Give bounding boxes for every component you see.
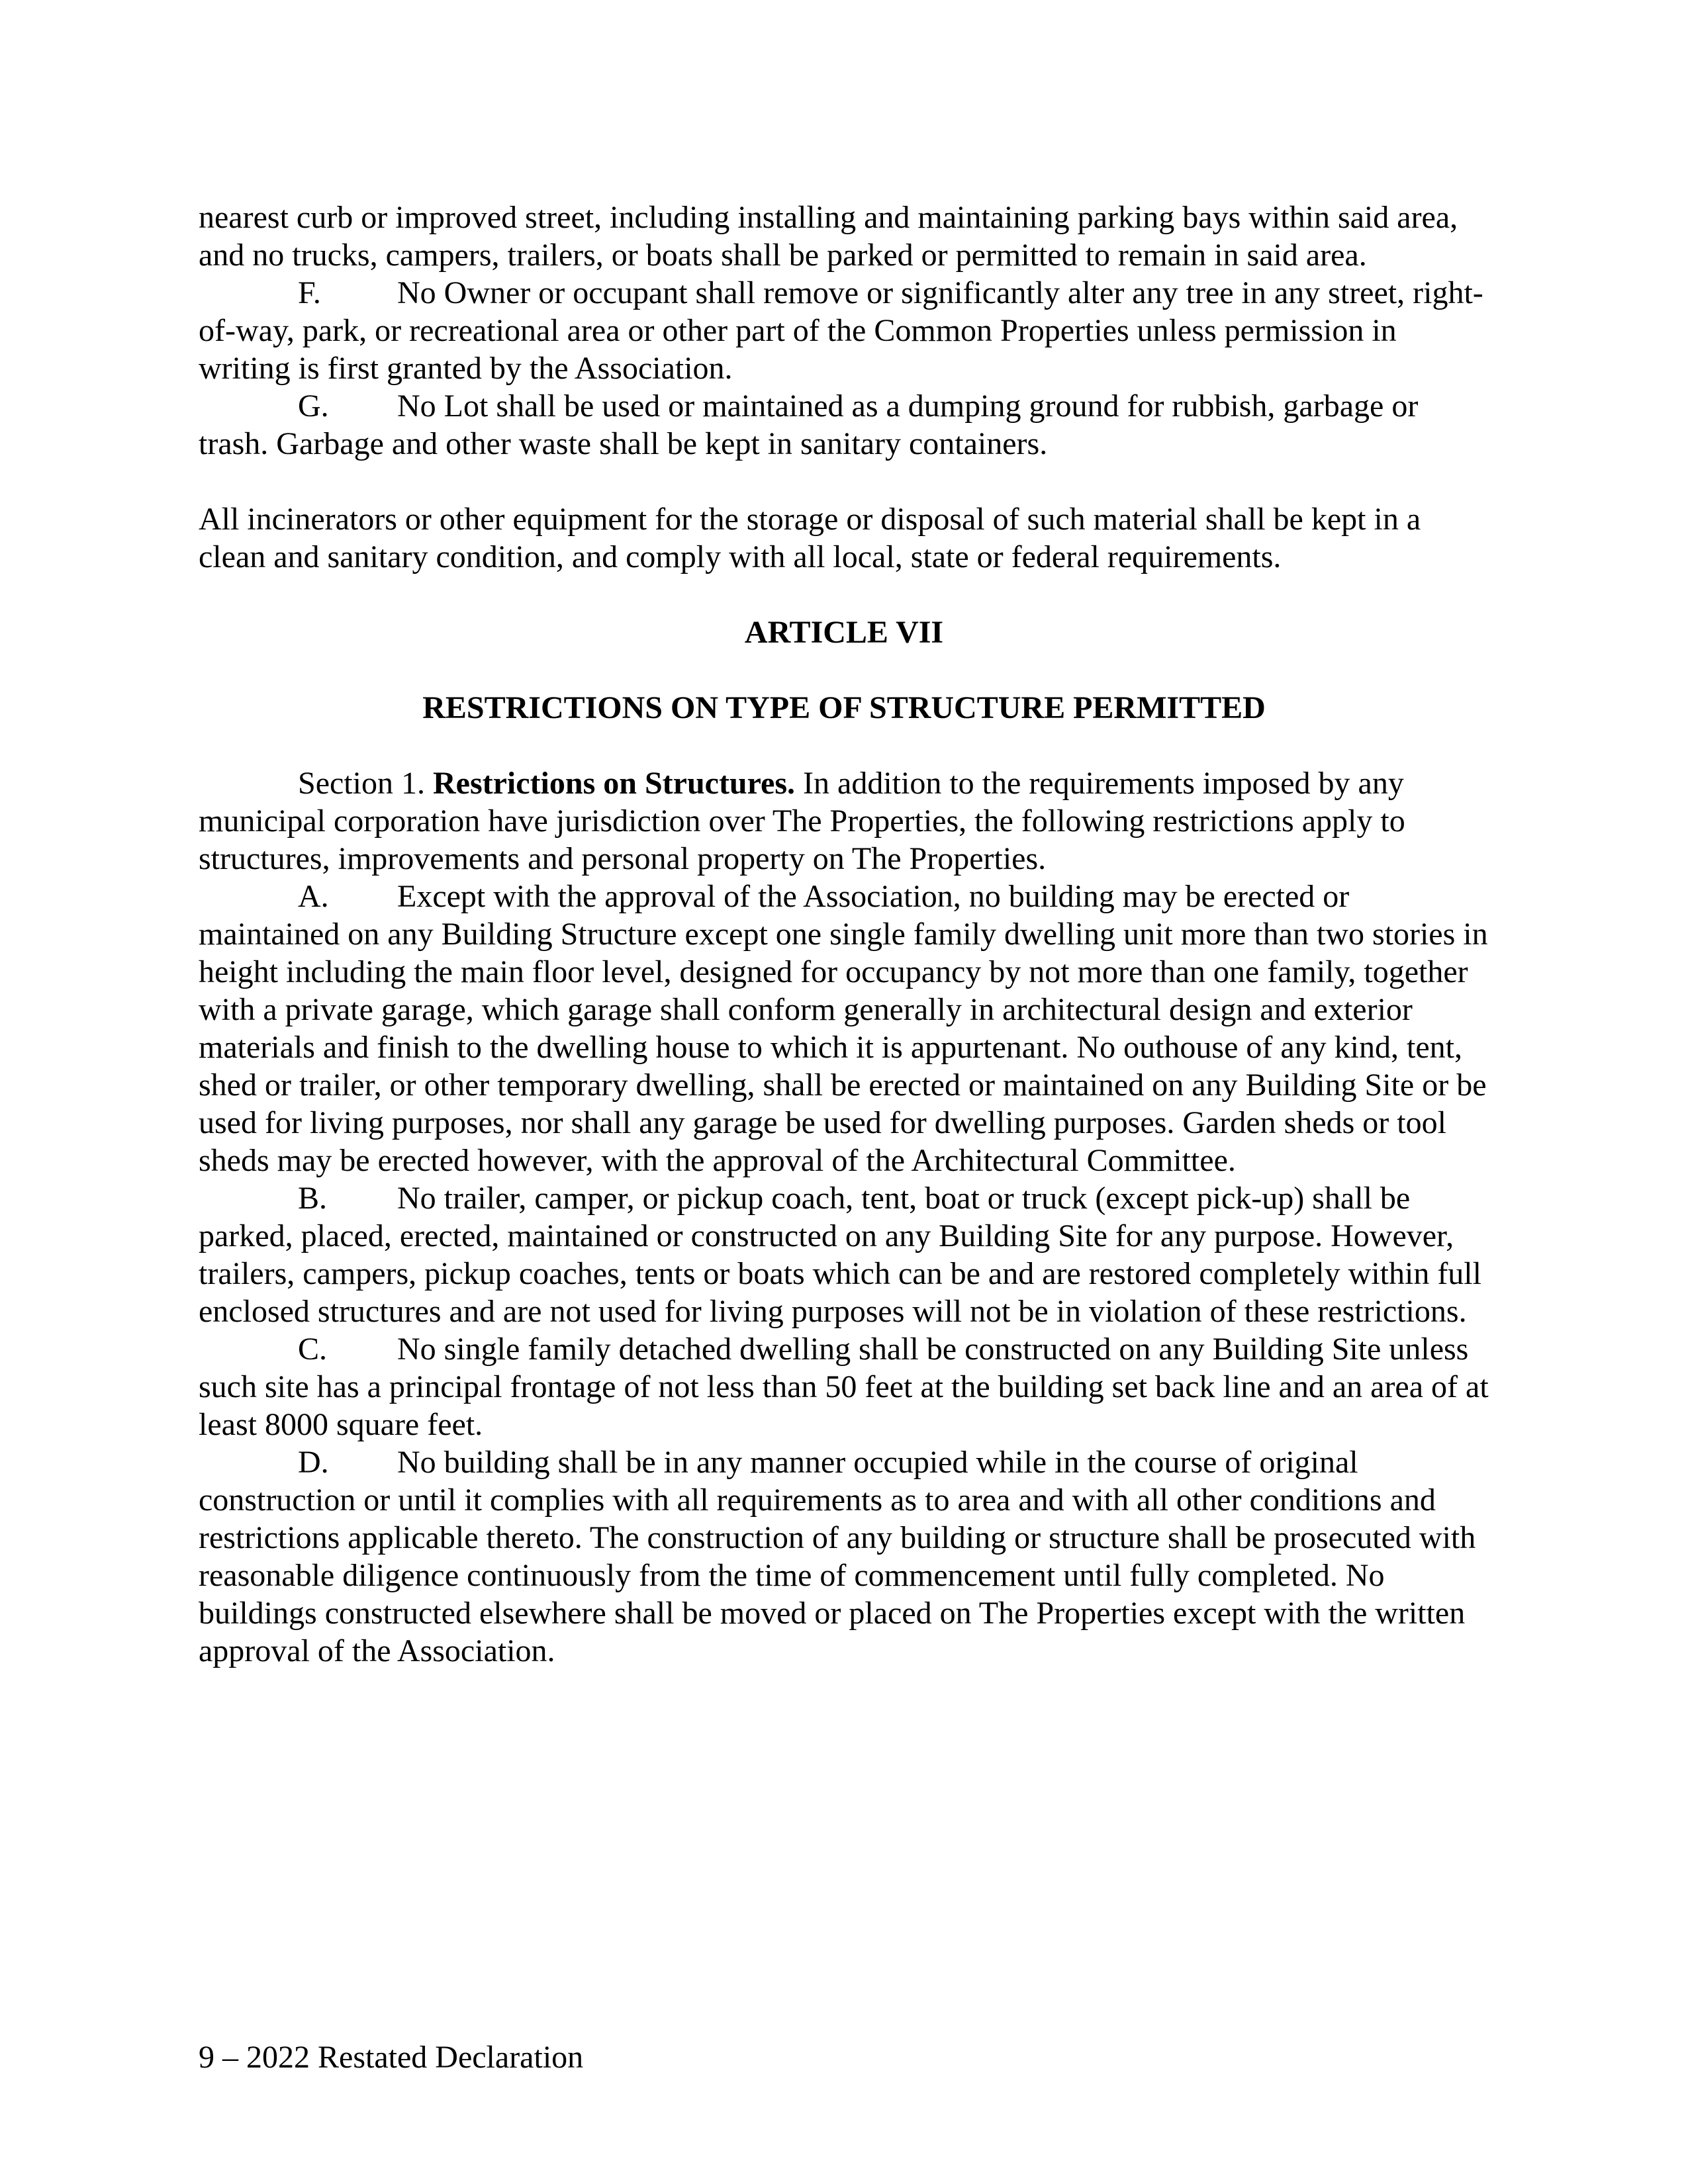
item-b: [199, 1179, 1489, 1330]
item-d-text: No building shall be in any manner occupied while in the course of original construction or until it complies with all requirements as to area and with all other conditions and restrictions applicable thereto. The construction of any building or structure shall be prosecuted with reasonable diligence continuously from the time of commencement until fully completed. No buildings constructed elsewhere shall be moved or placed on The Properties except with the written approval of the Association.: [199, 1445, 1476, 1668]
item-a-text: Except with the approval of the Association, no building may be erected or maintained on any Building Structure except one single family dwelling unit more than two stories in height including the main floor level, designed for occupancy by not more than one family, together with a private garage, which garage shall conform generally in architectural design and exterior materials and finish to the dwelling house to which it is appurtenant. No outhouse of any kind, tent, shed or trailer, or other temporary dwelling, shall be erected or maintained on any Building Site or be used for living purposes, nor shall any garage be used for dwelling purposes. Garden sheds or tool sheds may be erected however, with the approval of the Architectural Committee.: [199, 879, 1488, 1178]
item-c-text: No single family detached dwelling shall be constructed on any Building Site unless such site has a principal frontage of not less than 50 feet at the building set back line and an area of at least 8000 square feet.: [199, 1332, 1489, 1442]
document-page: [199, 199, 1489, 1670]
article-subtitle: RESTRICTIONS ON TYPE OF STRUCTURE PERMITTED: [422, 690, 1266, 725]
item-f-text: No Owner or occupant shall remove or significantly alter any tree in any street, right-of-way, park, or recreational area or other part of the Common Properties unless permission in writing is first granted by the Association.: [199, 275, 1483, 386]
item-a: [199, 878, 1489, 1179]
spacer: [199, 651, 1489, 689]
section-1-title: Restrictions on Structures.: [432, 766, 796, 801]
item-d: [199, 1443, 1489, 1670]
item-f: [199, 274, 1489, 387]
item-b-text: No trailer, camper, or pickup coach, tent, boat or truck (except pick-up) shall be parked, placed, erected, maintained or constructed on any Building Site for any purpose. However, trailers, campers, pickup coaches, tents or boats which can be and are restored completely within full enclosed structures and are not used for living purposes will not be in violation of these restrictions.: [199, 1181, 1481, 1329]
item-d-letter: D.: [298, 1445, 329, 1480]
section-1-prefix: Section 1.: [298, 766, 425, 801]
item-g-letter: G.: [298, 388, 329, 424]
item-a-letter: A.: [298, 879, 329, 914]
item-c-letter: C.: [298, 1332, 328, 1367]
item-c: [199, 1330, 1489, 1443]
item-b-letter: B.: [298, 1181, 328, 1216]
continuation-paragraph: nearest curb or improved street, including installing and maintaining parking bays within said area, and no trucks, campers, trailers, or boats shall be parked or permitted to remain in said area.: [199, 200, 1458, 273]
spacer: [199, 727, 1489, 764]
spacer: [199, 463, 1489, 500]
item-f-letter: F.: [298, 275, 321, 310]
section-1-text: In addition to the requirements imposed by any municipal corporation have jurisdiction over The Properties, the following restrictions apply to structures, improvements and personal property on The Properties.: [199, 766, 1405, 876]
item-g: [199, 387, 1489, 463]
section-1-paragraph: [199, 764, 1489, 878]
spacer: [199, 576, 1489, 614]
incinerators-paragraph: All incinerators or other equipment for the storage or disposal of such material shall be kept in a clean and sanitary condition, and comply with all local, state or federal requirements.: [199, 502, 1421, 574]
article-title: ARTICLE VII: [744, 615, 944, 650]
page-footer: 9 – 2022 Restated Declaration: [199, 2040, 584, 2075]
item-g-text: No Lot shall be used or maintained as a dumping ground for rubbish, garbage or trash. Garbage and other waste shall be kept in sanitary containers.: [199, 388, 1419, 461]
